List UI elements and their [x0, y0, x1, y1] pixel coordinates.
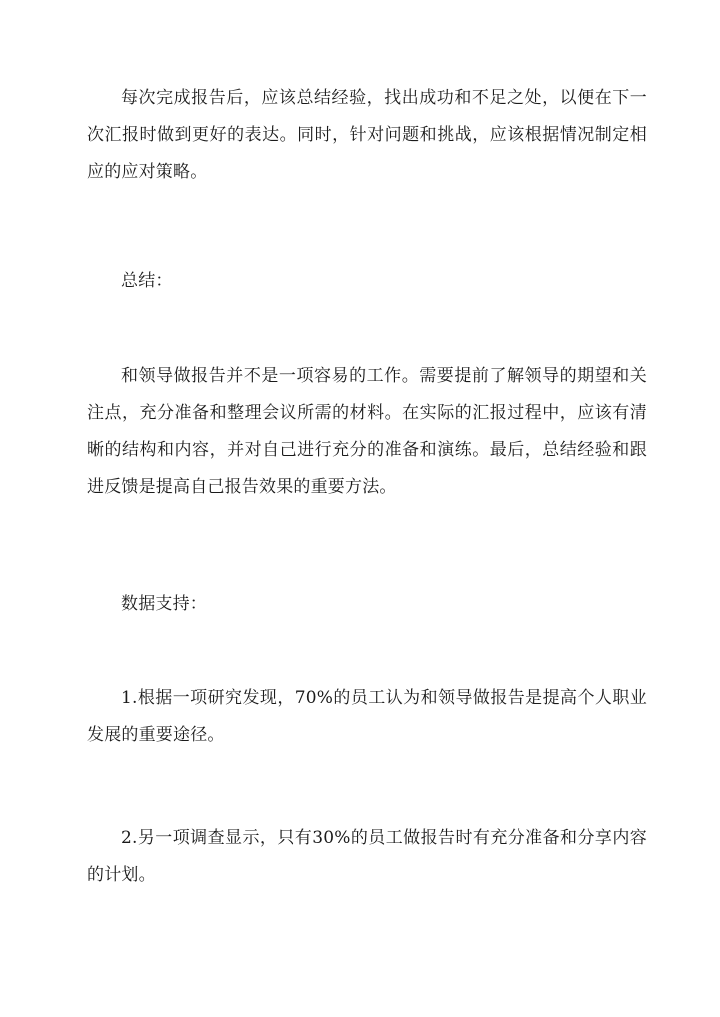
heading-summary: 总结： — [121, 271, 173, 291]
data-item-2: 2.另一项调查显示，只有30%的员工做报告时有充分准备和分享内容的计划。 — [87, 828, 647, 885]
data-item-1: 1.根据一项研究发现，70%的员工认为和领导做报告是提高个人职业发展的重要途径。 — [87, 688, 647, 745]
paragraph-reflection: 每次完成报告后，应该总结经验，找出成功和不足之处，以便在下一次汇报时做到更好的表达。同时，针对问题和挑战，应该根据情况制定相应的应对策略。 — [87, 88, 647, 182]
heading-data-support: 数据支持： — [121, 594, 207, 614]
paragraph-summary: 和领导做报告并不是一项容易的工作。需要提前了解领导的期望和关注点，充分准备和整理会议所需的材料。在实际的汇报过程中，应该有清晰的结构和内容，并对自己进行充分的准备和演练。最后，总结经验和跟进反馈是提高自己报告效果的重要方法。 — [87, 366, 647, 497]
